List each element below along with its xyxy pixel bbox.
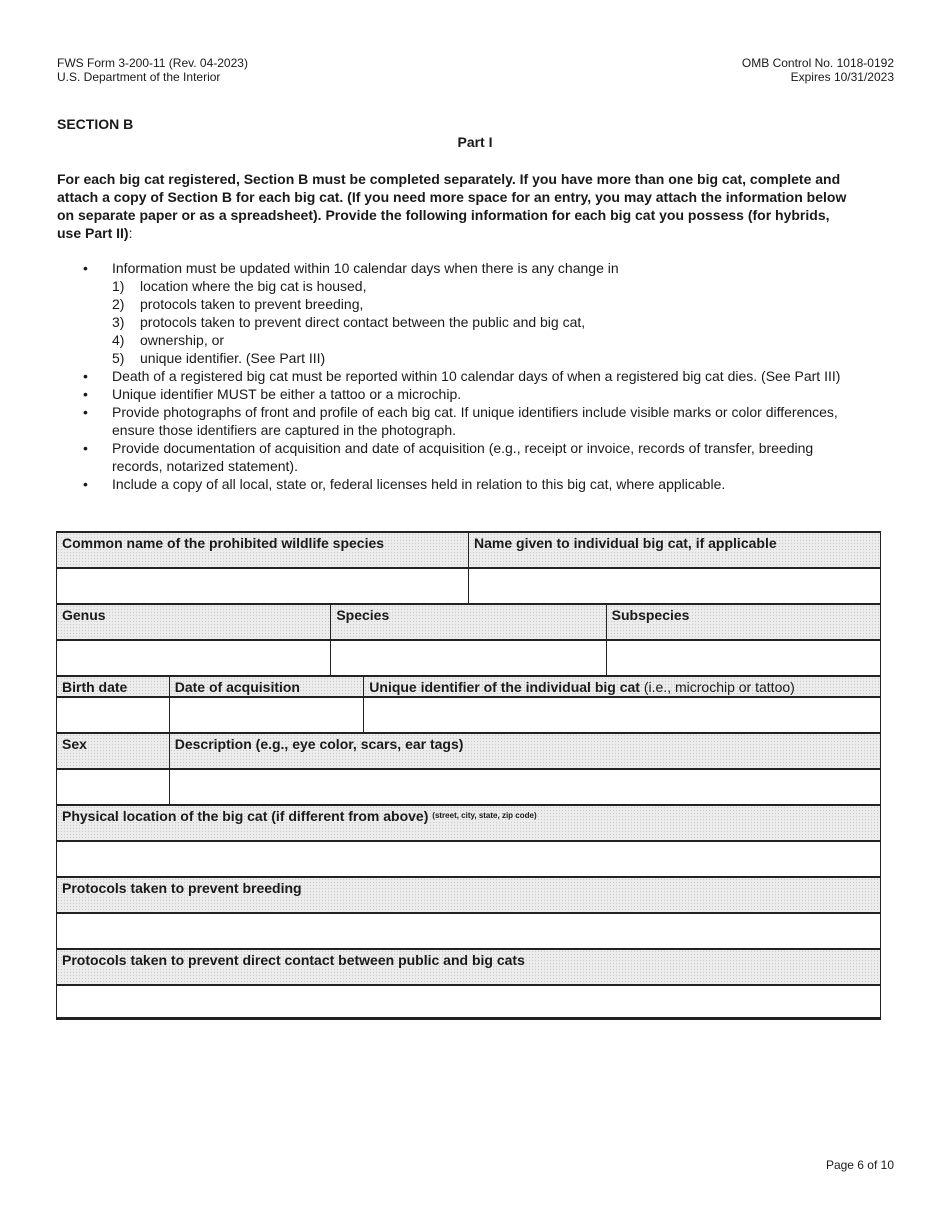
list-item: [57, 259, 857, 367]
list-item: 2) protocols taken to prevent breeding,: [112, 296, 364, 312]
form-input-row: [56, 984, 881, 1020]
sex-label: Sex: [57, 734, 169, 768]
list-item: 3) protocols taken to prevent direct contact between the public and big cat,: [112, 314, 586, 330]
individual-name-label: Name given to individual big cat, if applicable: [468, 533, 880, 567]
intro-text: For each big cat registered, Section B must be completed separately. If you have more than one big cat, complete and attach a copy of Section B for each big cat. (If you need more space for an entry, you may attach the information below on separate paper or as a spreadsheet). Provide the following information for each big cat you possess (for hybrids, use Part II): [57, 171, 847, 241]
list-item: 4) ownership, or: [112, 332, 225, 348]
form-input-row: [56, 639, 881, 675]
birth-date-field[interactable]: [57, 698, 169, 732]
part-title: Part I: [457, 134, 493, 150]
list-item: • Provide photographs of front and profile of each big cat. If unique identifiers include visible marks or color differences, ensure those identifiers are captured in the photograph.: [83, 404, 838, 438]
intro-paragraph: [57, 170, 857, 242]
intro-end: :: [128, 225, 133, 241]
list-item: • Unique identifier MUST be either a tattoo or a microchip.: [83, 386, 462, 402]
big-cat-form: [56, 531, 881, 1020]
contact-protocols-field[interactable]: [57, 986, 880, 1017]
list-item: • Death of a registered big cat must be reported within 10 calendar days of when a registered big cat dies. (See Part III): [83, 368, 841, 384]
form-label-row: [56, 603, 881, 639]
common-name-field[interactable]: [57, 569, 468, 603]
description-field[interactable]: [169, 770, 880, 804]
form-input-row: [56, 567, 881, 603]
unique-id-label: Unique identifier of the individual big cat (i.e., microchip or tattoo): [363, 677, 880, 696]
change-list: [112, 277, 857, 367]
omb-control-number: OMB Control No. 1018-0192: [741, 56, 894, 70]
breeding-protocols-label: Protocols taken to prevent breeding: [57, 878, 880, 912]
subspecies-field[interactable]: [606, 641, 880, 675]
acquisition-date-label: Date of acquisition: [169, 677, 364, 696]
list-item: • Include a copy of all local, state or, federal licenses held in relation to this big cat, where applicable.: [83, 476, 726, 492]
location-label: Physical location of the big cat (if different from above) $^{(street, city, state, zip code)}$: [57, 806, 880, 840]
species-field[interactable]: [330, 641, 605, 675]
breeding-protocols-field[interactable]: [57, 914, 880, 948]
form-input-row: [56, 768, 881, 804]
genus-field[interactable]: [57, 641, 330, 675]
acquisition-date-field[interactable]: [169, 698, 364, 732]
form-header-right: [742, 56, 894, 84]
subspecies-label: Subspecies: [606, 605, 880, 639]
bullet-icon: •: [83, 386, 88, 402]
unique-id-field[interactable]: [363, 698, 880, 732]
form-label-row: [56, 876, 881, 912]
form-input-row: [56, 696, 881, 732]
form-label-row: [56, 948, 881, 984]
form-label-row: [56, 531, 881, 567]
bullet-icon: •: [83, 368, 88, 384]
form-label-row: [56, 732, 881, 768]
birth-date-label: Birth date: [57, 677, 169, 696]
form-label-row: [56, 804, 881, 840]
list-item: • Provide documentation of acquisition and date of acquisition (e.g., receipt or invoice, records of transfer, breeding records, notarized statement).: [83, 440, 814, 474]
sex-field[interactable]: [57, 770, 169, 804]
location-field[interactable]: [57, 842, 880, 876]
form-label-row: [56, 675, 881, 696]
genus-label: Genus: [57, 605, 330, 639]
form-header-left: [57, 56, 248, 84]
contact-protocols-label: Protocols taken to prevent direct contact between public and big cats: [57, 950, 880, 984]
description-label: Description (e.g., eye color, scars, ear tags): [169, 734, 880, 768]
form-input-row: [56, 912, 881, 948]
page-number: Page 6 of 10: [825, 1158, 894, 1172]
bullet-text: Information must be updated within 10 calendar days when there is any change in: [112, 260, 619, 276]
species-label: Species: [330, 605, 605, 639]
department-name: U.S. Department of the Interior: [57, 70, 221, 84]
bullet-icon: •: [83, 404, 88, 420]
form-input-row: [56, 840, 881, 876]
section-title: SECTION B: [57, 116, 134, 132]
bullet-icon: •: [83, 476, 88, 492]
form-number: FWS Form 3-200-11 (Rev. 04-2023): [57, 56, 248, 70]
list-item: 5) unique identifier. (See Part III): [112, 350, 326, 366]
common-name-label: Common name of the prohibited wildlife species: [57, 533, 468, 567]
bullet-icon: •: [83, 440, 88, 456]
list-item: 1) location where the big cat is housed,: [112, 278, 367, 294]
individual-name-field[interactable]: [468, 569, 880, 603]
instruction-list: [57, 259, 857, 493]
bullet-icon: •: [83, 260, 88, 276]
expiration-date: Expires 10/31/2023: [790, 70, 894, 84]
